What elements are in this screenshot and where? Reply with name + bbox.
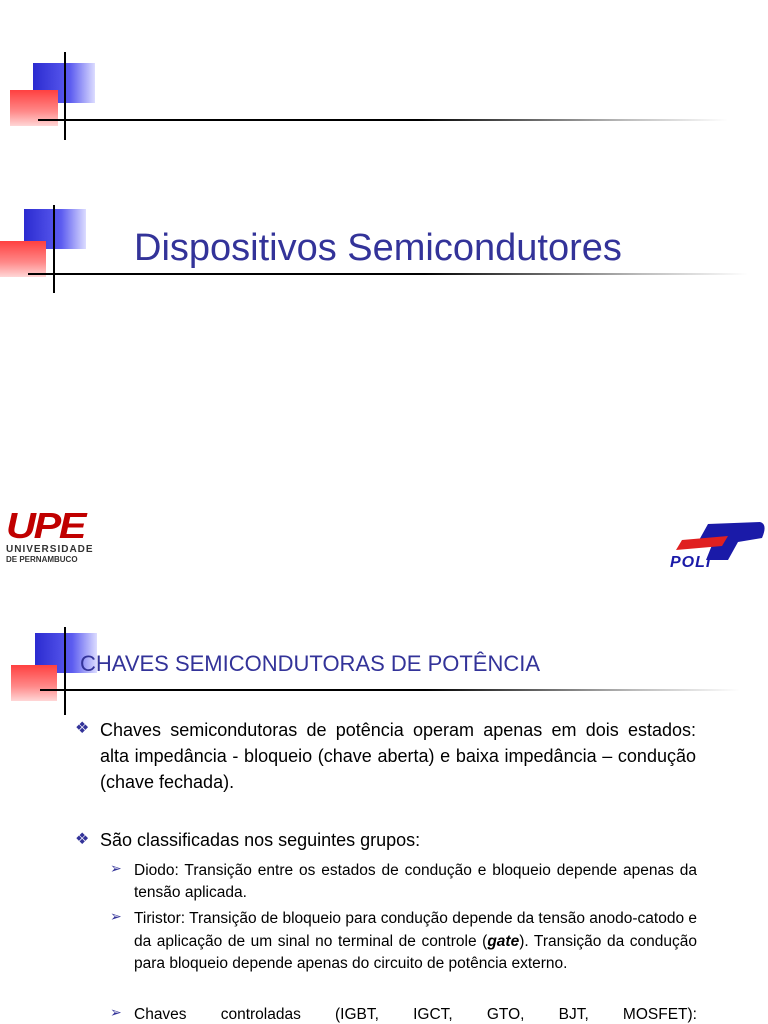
subbullet-text [134, 908, 697, 976]
vertical-line-decor [64, 627, 66, 715]
slide-3 [0, 615, 768, 1024]
gate-term: gate [487, 932, 520, 950]
arrow-bullet-icon: ➢ [110, 1004, 122, 1020]
slide-2 [0, 195, 768, 595]
poli-logo-text: POLI [670, 554, 712, 571]
subbullet-text-part: Tiristor: Transição de bloqueio para condução depende da tensão anodo-catodo e da aplicação de um sinal no terminal de controle ( [134, 910, 697, 950]
horizontal-line-decor [28, 273, 748, 275]
subbullet-text: Diodo: Transição entre os estados de condução e bloqueio depende apenas da tensão aplicada. [134, 862, 697, 901]
bullet-text: Chaves semicondutoras de potência operam apenas em dois estados: alta impedância - bloqueio (chave aberta) e baixa impedância – condução (chave fechada). [100, 720, 696, 792]
page-title: Dispositivos Semicondutores [134, 227, 622, 269]
section-title: CHAVES SEMICONDUTORAS DE POTÊNCIA [80, 651, 541, 676]
diamond-bullet-icon: ❖ [75, 720, 90, 737]
red-square-decor [11, 665, 57, 701]
horizontal-line-decor [40, 689, 740, 691]
subbullet-text-part: ). Transição da condução para bloqueio depende apenas do circuito de potência externo. [134, 932, 697, 972]
red-square-decor [0, 241, 46, 277]
poli-logo [668, 520, 768, 580]
upe-logo-main: UPE [6, 505, 85, 546]
arrow-bullet-icon: ➢ [110, 908, 122, 924]
bullet-text: São classificadas nos seguintes grupos: [100, 830, 421, 850]
diamond-bullet-icon: ❖ [75, 831, 90, 848]
slide-1 [0, 0, 768, 160]
subbullet-text: Chaves controladas (IGBT, IGCT, GTO, BJT, MOSFET): [134, 1006, 697, 1023]
vertical-line-decor [64, 52, 66, 140]
upe-logo [6, 505, 98, 568]
arrow-bullet-icon: ➢ [110, 860, 122, 876]
upe-logo-line1: UNIVERSIDADE [6, 544, 94, 555]
upe-logo-line2: DE PERNAMBUCO [6, 555, 78, 564]
vertical-line-decor [53, 205, 55, 293]
horizontal-line-decor [38, 119, 728, 121]
